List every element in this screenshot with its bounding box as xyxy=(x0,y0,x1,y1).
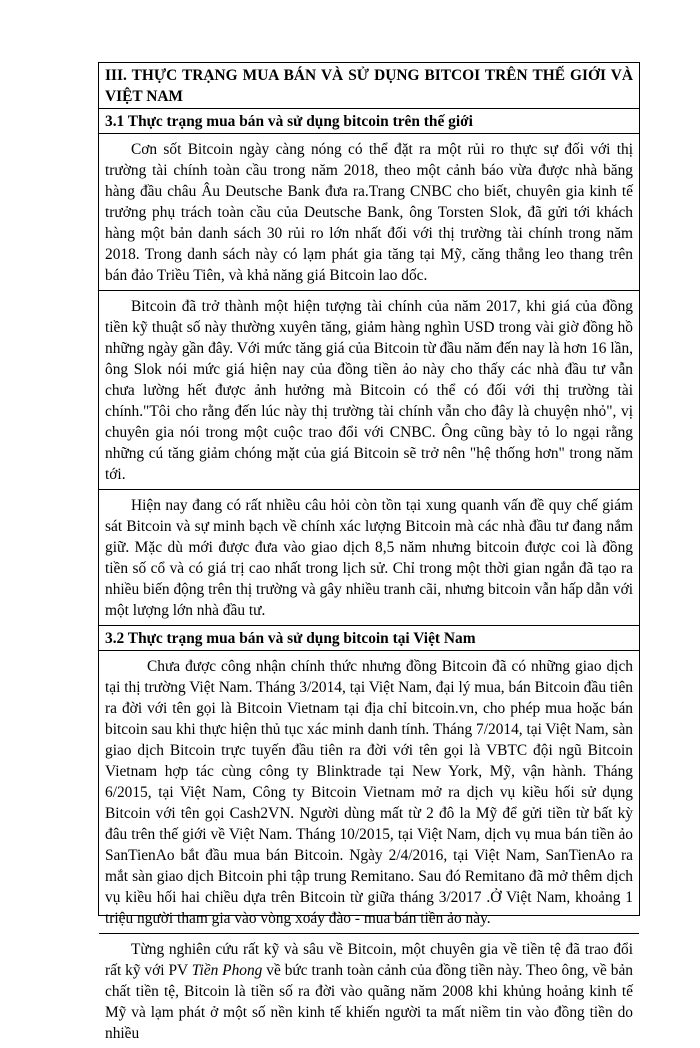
paragraph: Bitcoin đã trở thành một hiện tượng tài chính của năm 2017, khi giá của đồng tiền kỹ thuật số này thường xuyên tăng, giảm hàng nghìn USD trong vài giờ đồng hồ những ngày gần đây. Với mức tăng giá của Bitcoin từ đầu năm đến nay là hơn 16 lần, ông Slok nói mức giá hiện nay của đồng tiền ảo này cho thấy các nhà đầu tư vẫn chưa lường hết được ảnh hưởng mà Bitcoin có thể có đối với thị trường tài chính."Tôi cho rằng đến lúc này thị trường tài chính vẫn cho đây là chuyện nhỏ", vị chuyên gia nói trong một cuộc trao đổi với CNBC. Ông cũng bày tỏ lo ngại rằng những cú tăng giảm chóng mặt của giá Bitcoin sẽ trở nên "hệ thống hơn" trong năm tới. xyxy=(99,291,639,490)
paragraph: Cơn sốt Bitcoin ngày càng nóng có thể đặt ra một rủi ro thực sự đối với thị trường tài chính toàn cầu trong năm 2018, theo một cảnh báo vừa được nhà băng hàng đầu châu Âu Deutsche Bank đưa ra.Trang CNBC cho biết, chuyên gia kinh tế trưởng phụ trách toàn cầu của Deutsche Bank, ông Torsten Slok, đã gửi tới khách hàng một bản danh sách 30 rủi ro lớn nhất đối với thị trường tài chính trong năm 2018. Trong danh sách này có lạm phát gia tăng tại Mỹ, căng thẳng leo thang trên bán đảo Triều Tiên, và khả năng giá Bitcoin lao dốc. xyxy=(99,134,639,291)
paragraph-text: về bức tranh toàn cảnh của đồng tiền này. Theo ông, về bản chất tiền tệ, Bitcoin là tiền số ra đời vào quãng năm 2008 khi khủng hoảng kinh tế Mỹ và lạm phát ở một số nền kinh tế khiến người ta mất niềm tin vào đồng tiền do nhiều xyxy=(105,962,633,1042)
section-heading: III. THỰC TRẠNG MUA BÁN VÀ SỬ DỤNG BITCOI TRÊN THẾ GIỚI VÀ VIỆT NAM xyxy=(99,63,639,109)
document-page xyxy=(98,62,640,1042)
paragraph: Hiện nay đang có rất nhiều câu hỏi còn tồn tại xung quanh vấn đề quy chế giám sát Bitcoin và sự minh bạch về chính xác lượng Bitcoin mà các nhà đầu tư đang nắm giữ. Mặc dù mới được đưa vào giao dịch 8,5 năm nhưng bitcoin được coi là đồng tiền số cổ và có giá trị cao nhất trong lịch sử. Chỉ trong một thời gian ngắn đã tạo ra nhiều biến động trên thị trường và gây nhiều tranh cãi, nhưng bitcoin vẫn hấp dẫn với một lượng lớn nhà đầu tư. xyxy=(99,490,639,626)
paragraph-text: Từng nghiên cứu rất kỹ và sâu về Bitcoin, một chuyên gia về tiền tệ đã trao đổi rất kỹ với PV xyxy=(105,941,633,979)
subsection-heading-vietnam: 3.2 Thực trạng mua bán và sử dụng bitcoin tại Việt Nam xyxy=(99,626,639,651)
paragraph xyxy=(99,934,639,1048)
newspaper-name: Tiền Phong xyxy=(191,962,263,979)
subsection-heading-world: 3.1 Thực trạng mua bán và sử dụng bitcoin trên thế giới xyxy=(99,109,639,134)
paragraph: Chưa được công nhận chính thức nhưng đồng Bitcoin đã có những giao dịch tại thị trường Việt Nam. Tháng 3/2014, tại Việt Nam, đại lý mua, bán Bitcoin đầu tiên ra đời với tên gọi là Bitcoin Vietnam tại địa chỉ bitcoin.vn, cho phép mua hoặc bán bitcoin sau khi thực hiện thủ tục xác minh danh tính. Tháng 7/2014, tại Việt Nam, sàn giao dịch Bitcoin trực tuyến đầu tiên ra đời với tên gọi là VBTC đội ngũ Bitcoin Vietnam hợp tác cùng công ty Blinktrade tại New York, Mỹ, vận hành. Tháng 6/2015, tại Việt Nam, Công ty Bitcoin Vietnam mở ra dịch vụ kiều hối sử dụng Bitcoin với tên gọi Cash2VN. Người dùng mất từ 2 đô la Mỹ để gửi tiền từ bất kỳ đâu trên thế giới về Việt Nam. Tháng 10/2015, tại Việt Nam, dịch vụ mua bán tiền ảo SanTienAo bắt đầu mua bán Bitcoin. Ngày 2/4/2016, tại Việt Nam, SanTienAo ra mắt sàn giao dịch Bitcoin phi tập trung Remitano. Sau đó Remitano đã mở thêm dịch vụ kiều hối hai chiều dựa trên Bitcoin từ giữa tháng 3/2017 .Ở Việt Nam, khoảng 1 triệu người tham gia vào vòng xoáy đào - mua bán tiền ảo này. xyxy=(99,651,639,934)
